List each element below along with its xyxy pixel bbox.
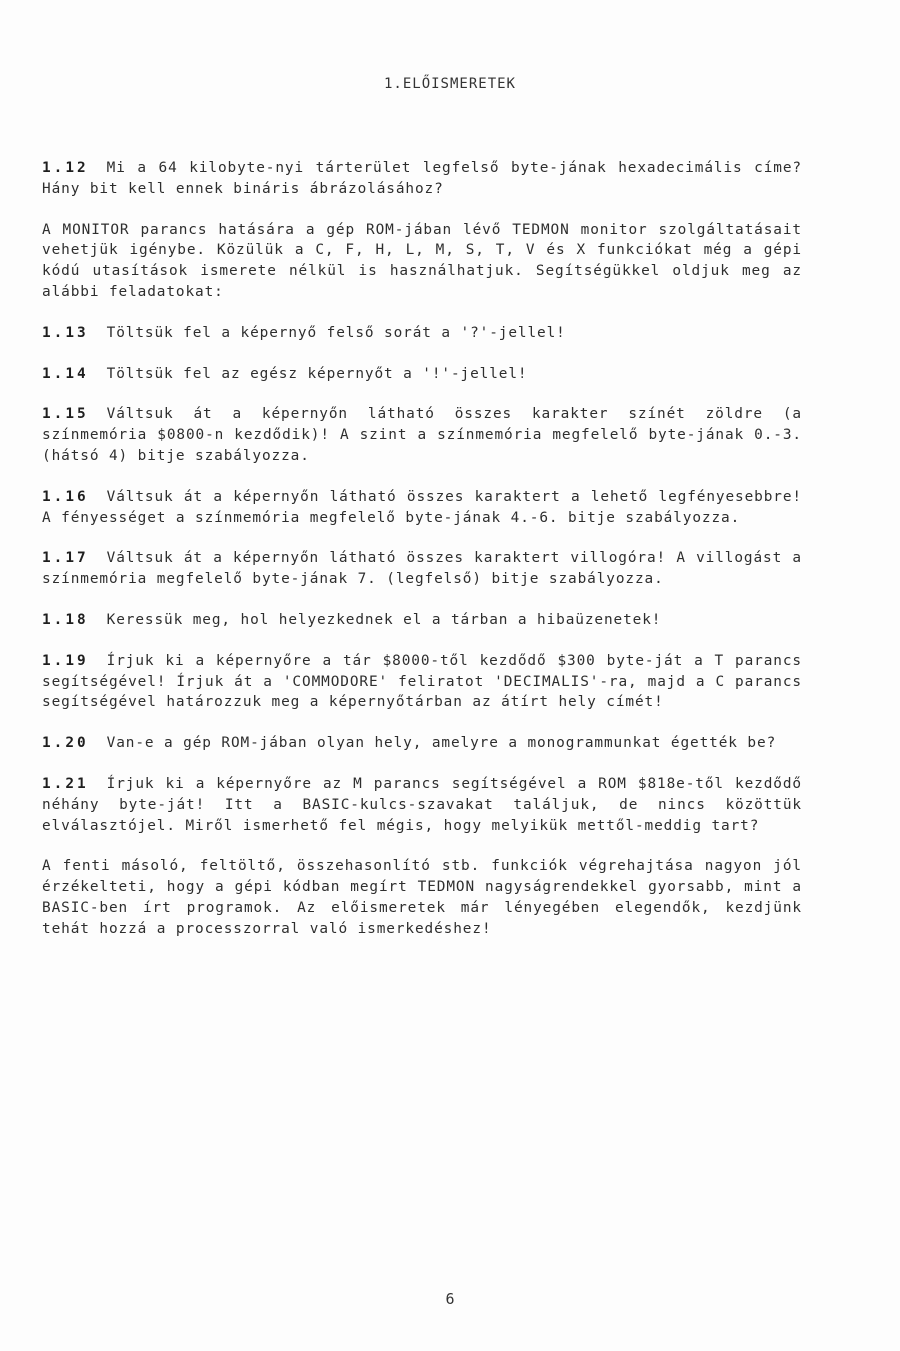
exercise-number: 1.18 (42, 611, 89, 628)
exercise-1-12 (42, 158, 802, 200)
exercise-1-16 (42, 487, 802, 529)
exercise-1-15 (42, 404, 802, 466)
exercise-text: Keressük meg, hol helyezkednek el a tárban a hibaüzenetek! (106, 611, 662, 628)
exercise-number: 1.21 (42, 775, 89, 792)
exercise-text: Mi a 64 kilobyte-nyi tárterület legfelső byte-jának hexadecimális címe? Hány bit kell ennek bináris ábrázolásához? (42, 160, 802, 197)
exercise-text: Váltsuk át a képernyőn látható összes karaktert a lehető legfényesebbre! A fényességet a színmemória megfelelő byte-jának 4.-6. bitje szabályozza. (42, 488, 802, 526)
page-number: 6 (445, 1290, 455, 1308)
exercise-text: Töltsük fel az egész képernyőt a '!'-jellel! (106, 365, 528, 382)
exercise-1-14 (42, 364, 802, 385)
exercise-text: Írjuk ki a képernyőre az M parancs segítségével a ROM $818e-től kezdődő néhány byte-ját! Itt a BASIC-kulcs-szavakat találjuk, de nincs közöttük elválasztójel. Miről ismerhető fel mégis, hogy melyikük mettől-meddig tart? (42, 775, 802, 834)
exercise-number: 1.15 (42, 406, 89, 423)
exercise-1-18 (42, 610, 802, 631)
exercise-number: 1.20 (42, 735, 89, 752)
exercise-number: 1.17 (42, 550, 89, 567)
exercise-text: Váltsuk át a képernyőn látható összes karakter színét zöldre (a színmemória $0800-n kezdődik)! A szint a színmemória megfelelő byte-jának 0.-3. (hátsó 4) bitje szabályozza. (42, 406, 802, 464)
exercise-text: Írjuk ki a képernyőre a tár $8000-től kezdődő $300 byte-ját a T parancs segítségével! Írjuk át a 'COMMODORE' feliratot 'DECIMALIS'-ra, majd a C parancs segítségével határozzuk meg a képernyőtárban az átírt hely címét! (42, 652, 802, 711)
chapter-title: 1.ELŐISMERETEK (383, 76, 516, 92)
exercise-number: 1.14 (42, 365, 89, 382)
exercise-1-20 (42, 733, 802, 754)
exercise-number: 1.19 (42, 652, 89, 669)
exercise-text: Töltsük fel a képernyő felső sorát a '?'-jellel! (106, 324, 566, 341)
exercise-1-19 (42, 651, 802, 713)
exercise-text: Van-e a gép ROM-jában olyan hely, amelyre a monogrammunkat égették be? (106, 735, 777, 752)
closing-paragraph: A fenti másoló, feltöltő, összehasonlító stb. funkciók végrehajtása nagyon jól érzékelteti, hogy a gépi kódban megírt TEDMON nagyságrendekkel gyorsabb, mint a BASIC-ben írt programok. Az előismeretek már lényegében elegendők, kezdjünk tehát hozzá a processzorral való ismerkedéshez! (42, 858, 802, 937)
exercise-1-13 (42, 323, 802, 344)
monitor-intro-paragraph: A MONITOR parancs hatására a gép ROM-jában lévő TEDMON monitor szolgáltatásait vehetjük igénybe. Közülük a C, F, H, L, M, S, T, V és X funkciókat még a gépi kódú utasítások ismerete nélkül is használhatjuk. Segítségükkel oldjuk meg az alábbi feladatokat: (42, 221, 802, 300)
exercise-text: Váltsuk át a képernyőn látható összes karaktert villogóra! A villogást a színmemória megfelelő byte-jának 7. (legfelső) bitje szabályozza. (42, 550, 802, 588)
exercise-number: 1.13 (42, 324, 89, 341)
exercise-number: 1.12 (42, 160, 89, 176)
exercise-1-17 (42, 548, 802, 590)
exercise-1-21 (42, 774, 802, 836)
page-content (42, 158, 802, 940)
exercise-number: 1.16 (42, 488, 89, 505)
